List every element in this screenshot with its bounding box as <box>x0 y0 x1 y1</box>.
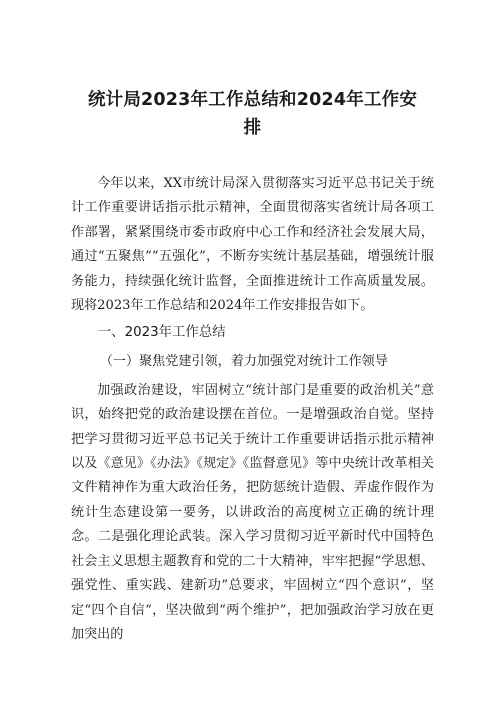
intro-paragraph: 今年以来，XX市统计局深入贯彻落实习近平总书记关于统计工作重要讲话指示批示精神，全面贯彻落实省统计局各项工作部署，紧紧围绕市委市政府中心工作和经济社会发展大局，通过“五聚焦”“五强化”，不断夯实统计基层基础，增强统计服务能力，持续强化统计监督，全面推进统计工作高质量发展。现将2023年工作总结和2024年工作安排报告如下。 <box>71 176 434 314</box>
document-title <box>71 86 434 142</box>
section-heading: 一、2023年工作总结 <box>97 325 226 341</box>
title-line-2: 排 <box>243 118 262 138</box>
subsection-heading: （一）聚焦党建引领，着力加强党对统计工作领导 <box>99 354 388 370</box>
body-paragraph: 加强政治建设，牢固树立“统计部门是重要的政治机关”意识，始终把党的政治建设摆在首位。一是增强政治自觉。坚持把学习贯彻习近平总书记关于统计工作重要讲话指示批示精神以及《意见》《办法》《规定》《监督意见》等中央统计改革相关文件精神作为重大政治任务，把防惩统计造假、弄虚作假作为统计生态建设第一要务，以讲政治的高度树立正确的统计理念。二是强化理论武装。深入学习贯彻习近平新时代中国特色社会主义思想主题教育和党的二十大精神，牢牢把握“学思想、强党性、重实践、建新功”总要求，牢固树立“四个意识”，坚定“四个自信“，坚决做到“两个维护”，把加强政治学习放在更加突出的 <box>71 382 434 642</box>
title-line-1: 统计局2023年工作总结和2024年工作安 <box>87 90 418 110</box>
